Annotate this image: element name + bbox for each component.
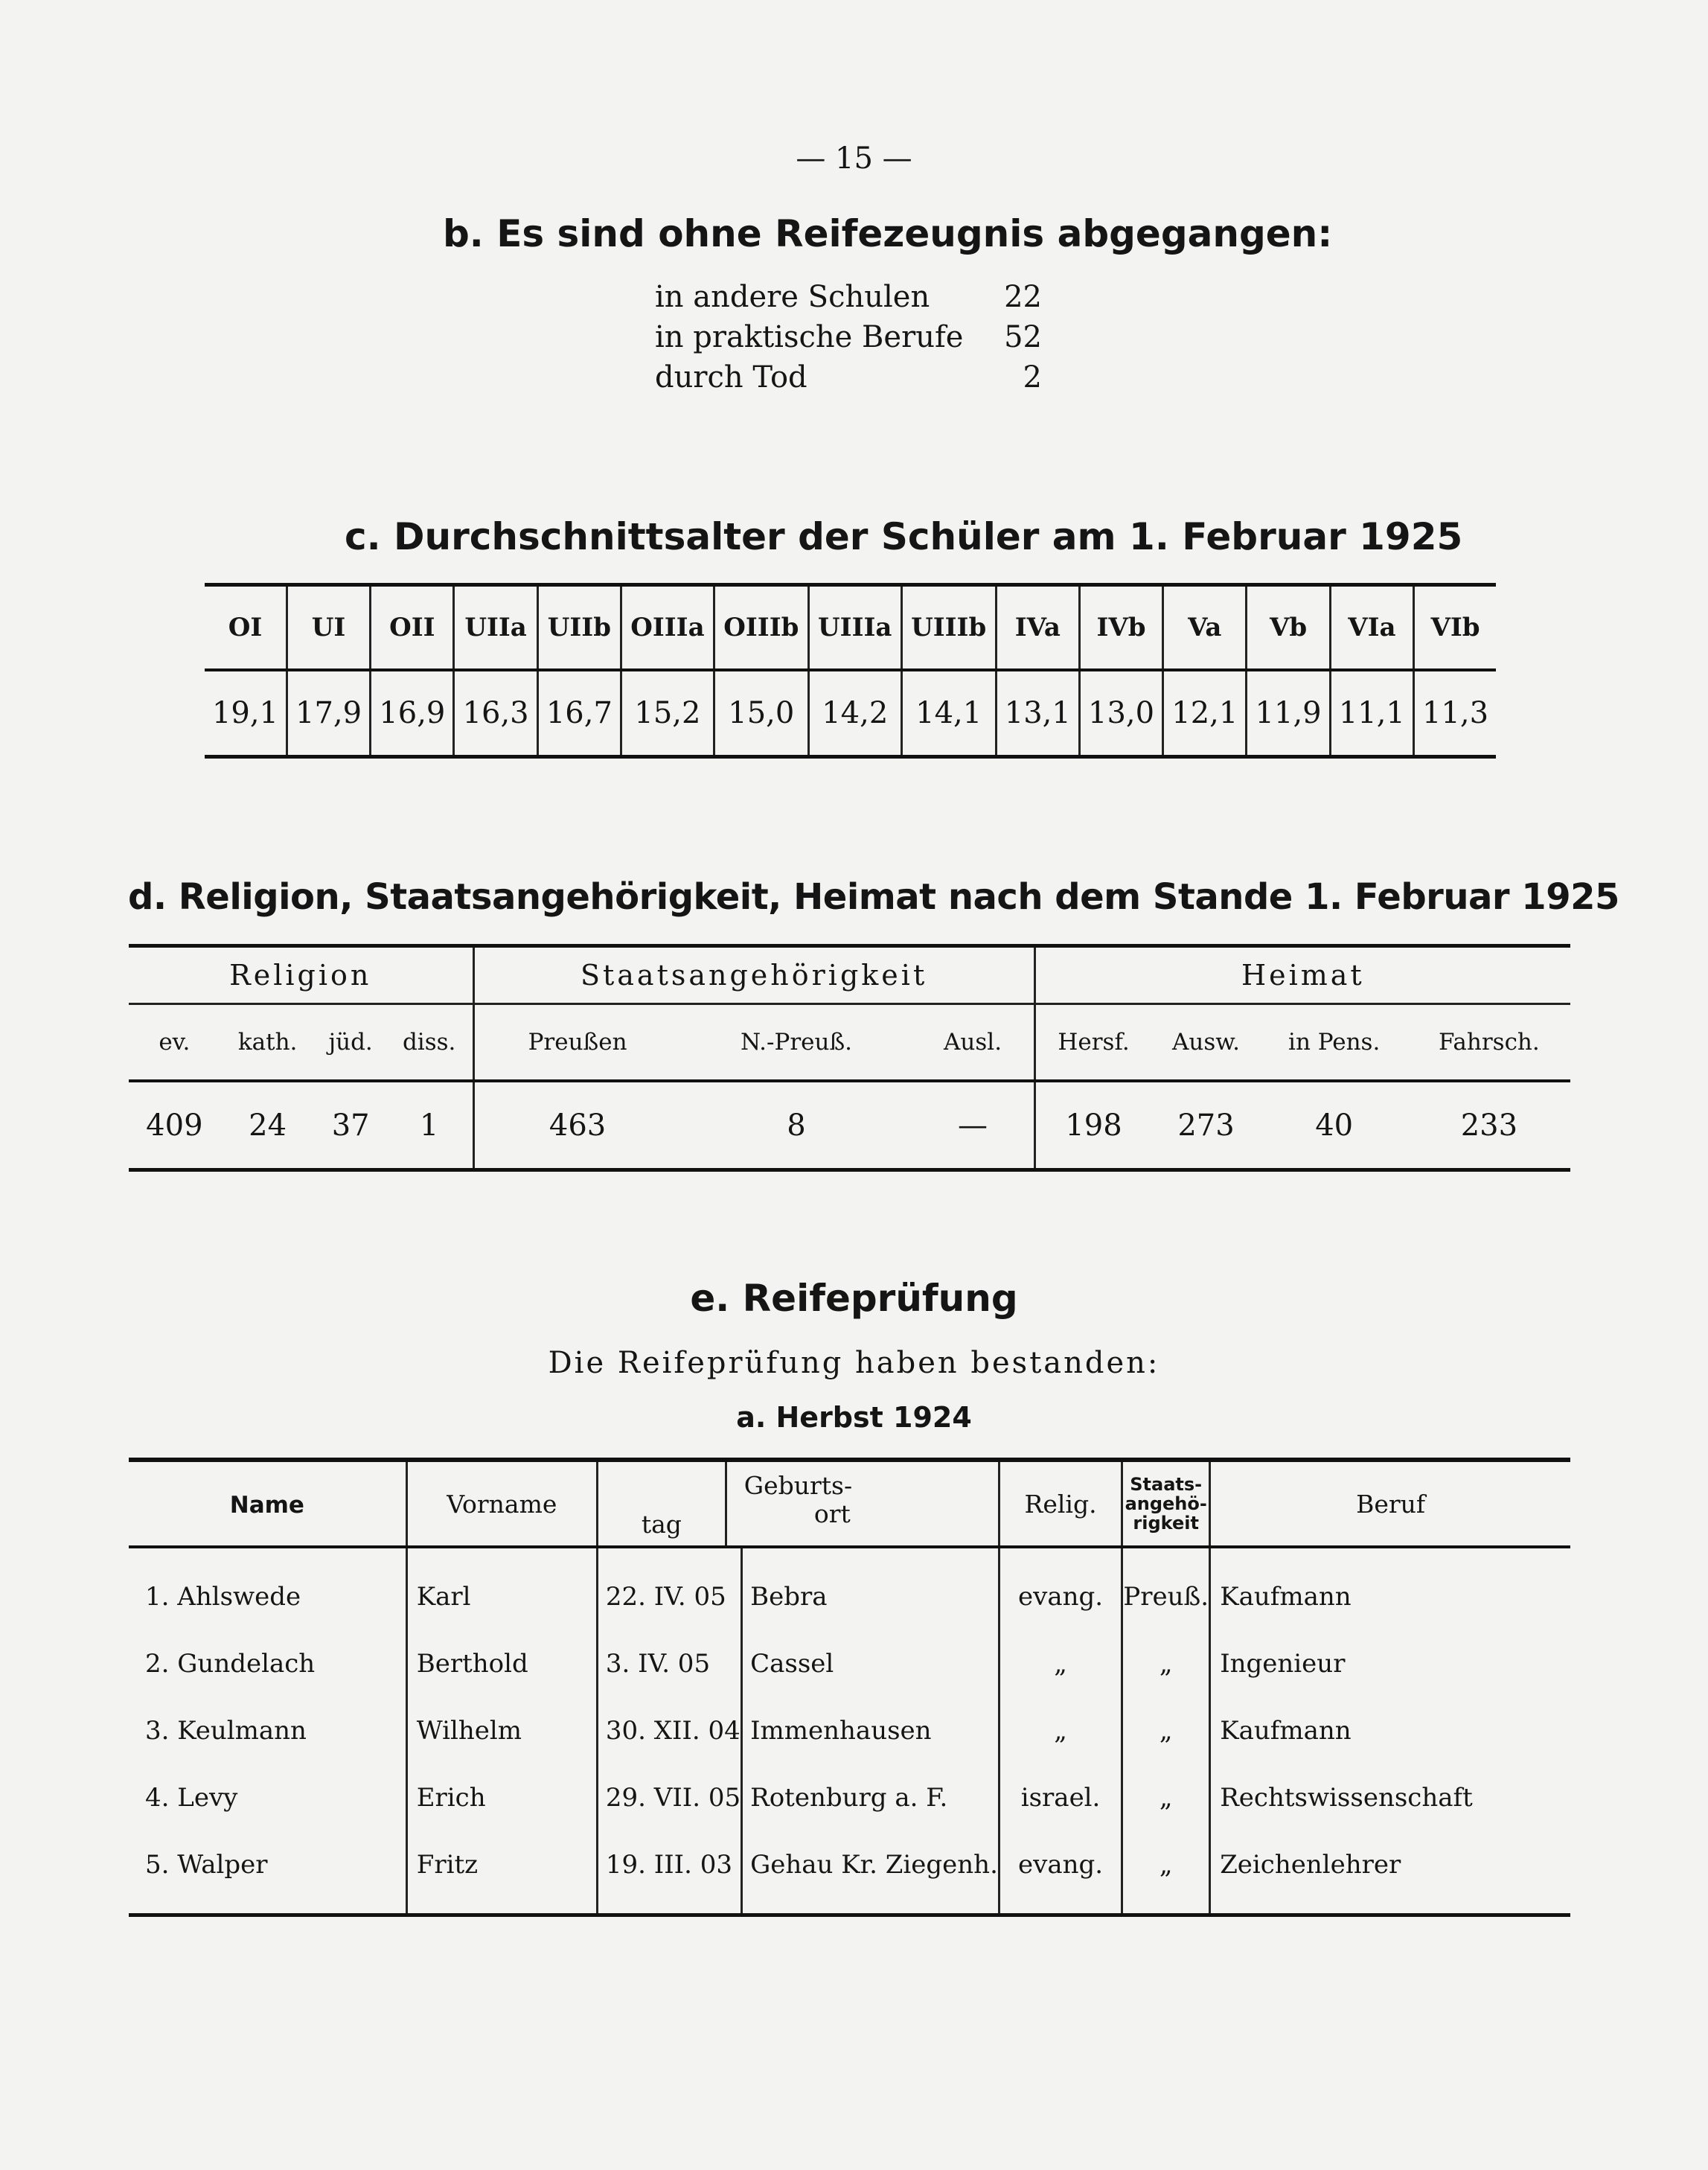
graduate-name-cell bbox=[129, 1547, 406, 1630]
class-average-age: 11,9 bbox=[1247, 670, 1330, 757]
header-ort: ort bbox=[813, 1499, 851, 1528]
column-value: — bbox=[912, 1081, 1034, 1170]
class-header: OIIIb bbox=[714, 585, 808, 671]
graduate-name-cell bbox=[129, 1630, 406, 1697]
header-vorname: Vorname bbox=[406, 1460, 597, 1547]
graduate-birthdate: 29. VII. 05 bbox=[597, 1764, 741, 1831]
column-value: 409 bbox=[146, 1108, 203, 1143]
header-staats-line2: angehö- bbox=[1125, 1493, 1207, 1514]
header-relig: Relig. bbox=[999, 1460, 1122, 1547]
section-b-table bbox=[655, 277, 1042, 398]
class-average-age: 15,2 bbox=[621, 670, 714, 757]
section-e-subtitle: Die Reifeprüfung haben bestanden: bbox=[548, 1346, 1160, 1380]
class-header: OIIIa bbox=[621, 585, 714, 671]
section-b-value: 52 bbox=[1004, 320, 1042, 354]
section-b-value: 2 bbox=[1023, 360, 1042, 395]
graduate-nationality: Preuß. bbox=[1122, 1547, 1210, 1630]
class-header: OII bbox=[371, 585, 454, 671]
graduate-birthdate: 30. XII. 04 bbox=[597, 1697, 741, 1764]
class-header: UIIb bbox=[537, 585, 621, 671]
graduate-birthdate: 3. IV. 05 bbox=[597, 1630, 741, 1697]
table-row bbox=[129, 1831, 1570, 1915]
column-header: ev. bbox=[129, 1004, 220, 1082]
graduate-name: Gundelach bbox=[177, 1649, 316, 1679]
graduate-firstname: Wilhelm bbox=[406, 1697, 597, 1764]
graduate-firstname: Karl bbox=[406, 1547, 597, 1630]
graduate-number: 3. bbox=[145, 1716, 170, 1746]
graduate-birthplace: Immenhausen bbox=[742, 1697, 999, 1764]
graduate-birthplace: Cassel bbox=[742, 1630, 999, 1697]
column-value: 37 bbox=[331, 1108, 370, 1143]
graduate-number: 1. bbox=[145, 1582, 170, 1612]
graduate-profession: Ingenieur bbox=[1220, 1649, 1346, 1679]
class-average-age: 19,1 bbox=[205, 670, 287, 757]
class-header: OI bbox=[205, 585, 287, 671]
graduate-nationality: „ bbox=[1122, 1764, 1210, 1831]
graduate-name-cell bbox=[129, 1764, 406, 1831]
graduate-name-cell bbox=[129, 1697, 406, 1764]
religion-table bbox=[129, 944, 1570, 1172]
class-header: Vb bbox=[1247, 585, 1330, 671]
graduate-nationality: „ bbox=[1122, 1831, 1210, 1915]
graduate-name-cell bbox=[129, 1831, 406, 1915]
graduate-firstname: Erich bbox=[406, 1764, 597, 1831]
section-b-row bbox=[655, 317, 1042, 357]
class-header: IVb bbox=[1079, 585, 1162, 671]
graduate-religion: israel. bbox=[999, 1764, 1122, 1831]
class-average-age: 16,9 bbox=[371, 670, 454, 757]
graduate-number: 5. bbox=[145, 1850, 170, 1880]
graduate-name: Ahlswede bbox=[177, 1582, 301, 1612]
class-header: IVa bbox=[996, 585, 1079, 671]
column-value: 40 bbox=[1315, 1108, 1354, 1143]
column-header: in Pens. bbox=[1261, 1004, 1408, 1082]
section-b-value: 22 bbox=[1004, 280, 1042, 314]
class-average-age: 14,1 bbox=[901, 670, 996, 757]
column-header: diss. bbox=[386, 1004, 473, 1082]
class-average-age: 12,1 bbox=[1163, 670, 1247, 757]
graduates-table bbox=[129, 1458, 1570, 1917]
column-header: Fahrsch. bbox=[1408, 1004, 1570, 1082]
class-header: VIb bbox=[1413, 585, 1496, 671]
header-geburts-label: Geburts- bbox=[743, 1471, 853, 1500]
group-religion: Religion bbox=[129, 946, 473, 1004]
section-b-label: in andere Schulen bbox=[655, 280, 930, 314]
graduate-profession: Kaufmann bbox=[1220, 1582, 1352, 1612]
column-value: 8 bbox=[787, 1108, 806, 1143]
header-geburts bbox=[597, 1460, 999, 1547]
graduate-birthplace: Gehau Kr. Ziegenh. bbox=[742, 1831, 999, 1915]
graduate-nationality: „ bbox=[1122, 1697, 1210, 1764]
column-value: 233 bbox=[1460, 1108, 1518, 1143]
page-number: — 15 — bbox=[796, 141, 912, 176]
section-b-row bbox=[655, 277, 1042, 317]
class-average-age: 15,0 bbox=[714, 670, 808, 757]
graduate-name: Walper bbox=[177, 1850, 268, 1880]
header-staats-line1: Staats- bbox=[1130, 1474, 1203, 1495]
group-heimat: Heimat bbox=[1034, 946, 1570, 1004]
column-header: Ausl. bbox=[912, 1004, 1034, 1082]
graduate-firstname: Berthold bbox=[406, 1630, 597, 1697]
graduate-birthdate: 19. III. 03 bbox=[597, 1831, 741, 1915]
graduate-profession: Kaufmann bbox=[1220, 1716, 1352, 1746]
section-d-title: d. Religion, Staatsangehörigkeit, Heimat nach dem Stande 1. Februar 1925 bbox=[128, 876, 1619, 918]
graduate-religion: evang. bbox=[999, 1547, 1122, 1630]
column-value: 463 bbox=[548, 1108, 607, 1143]
class-header: VIa bbox=[1330, 585, 1413, 671]
column-header: kath. bbox=[220, 1004, 316, 1082]
table-row bbox=[129, 1764, 1570, 1831]
section-b-label: durch Tod bbox=[655, 360, 807, 395]
section-b-title: b. Es sind ohne Reifezeugnis abgegangen: bbox=[443, 212, 1333, 255]
class-average-age: 14,2 bbox=[808, 670, 901, 757]
section-e-title: e. Reifeprüfung bbox=[690, 1277, 1018, 1320]
header-staats-line3: rigkeit bbox=[1133, 1513, 1199, 1534]
column-header: jüd. bbox=[316, 1004, 386, 1082]
graduate-name: Keulmann bbox=[177, 1716, 307, 1746]
class-header: UIIIb bbox=[901, 585, 996, 671]
section-c-title: c. Durchschnittsalter der Schüler am 1. Februar 1925 bbox=[345, 515, 1463, 558]
section-b-row bbox=[655, 357, 1042, 398]
table-row bbox=[129, 1697, 1570, 1764]
header-geburts-divider bbox=[725, 1462, 727, 1545]
graduate-profession: Zeichenlehrer bbox=[1220, 1850, 1401, 1880]
class-average-age: 13,0 bbox=[1079, 670, 1162, 757]
column-header: Preußen bbox=[473, 1004, 681, 1082]
graduate-birthplace: Rotenburg a. F. bbox=[742, 1764, 999, 1831]
class-average-age: 13,1 bbox=[996, 670, 1079, 757]
graduate-nationality: „ bbox=[1122, 1630, 1210, 1697]
graduate-name: Levy bbox=[177, 1783, 238, 1813]
column-value: 273 bbox=[1177, 1108, 1235, 1143]
class-header: Va bbox=[1163, 585, 1247, 671]
header-beruf: Beruf bbox=[1210, 1460, 1570, 1547]
class-average-age: 11,3 bbox=[1421, 696, 1489, 730]
column-header: Hersf. bbox=[1034, 1004, 1151, 1082]
graduate-profession: Rechtswissenschaft bbox=[1220, 1783, 1473, 1813]
average-age-table bbox=[205, 583, 1496, 759]
header-tag: tag bbox=[641, 1510, 682, 1539]
class-average-age: 17,9 bbox=[287, 670, 370, 757]
class-header: UIIIa bbox=[808, 585, 901, 671]
class-average-age: 16,3 bbox=[454, 670, 537, 757]
table-row bbox=[129, 1547, 1570, 1630]
graduate-birthplace: Bebra bbox=[742, 1547, 999, 1630]
graduate-number: 4. bbox=[145, 1783, 170, 1813]
graduate-religion: evang. bbox=[999, 1831, 1122, 1915]
column-value: 198 bbox=[1065, 1108, 1122, 1143]
class-average-age: 16,7 bbox=[537, 670, 621, 757]
column-header: Ausw. bbox=[1151, 1004, 1260, 1082]
graduate-firstname: Fritz bbox=[406, 1831, 597, 1915]
header-staats bbox=[1122, 1460, 1210, 1547]
graduate-religion: „ bbox=[999, 1697, 1122, 1764]
class-header: UIIa bbox=[454, 585, 537, 671]
graduate-birthdate: 22. IV. 05 bbox=[597, 1547, 741, 1630]
column-value: 24 bbox=[249, 1108, 287, 1143]
class-average-age: 11,1 bbox=[1330, 670, 1413, 757]
section-e-subsection: a. Herbst 1924 bbox=[736, 1401, 972, 1434]
column-value: 1 bbox=[386, 1081, 473, 1170]
table-row bbox=[129, 1630, 1570, 1697]
graduate-number: 2. bbox=[145, 1649, 170, 1679]
column-header: N.-Preuß. bbox=[681, 1004, 912, 1082]
header-name: Name bbox=[129, 1460, 406, 1547]
section-b-label: in praktische Berufe bbox=[655, 320, 964, 354]
graduate-religion: „ bbox=[999, 1630, 1122, 1697]
group-staatsangehoerigkeit: Staatsangehörigkeit bbox=[473, 946, 1034, 1004]
class-header: UI bbox=[287, 585, 370, 671]
